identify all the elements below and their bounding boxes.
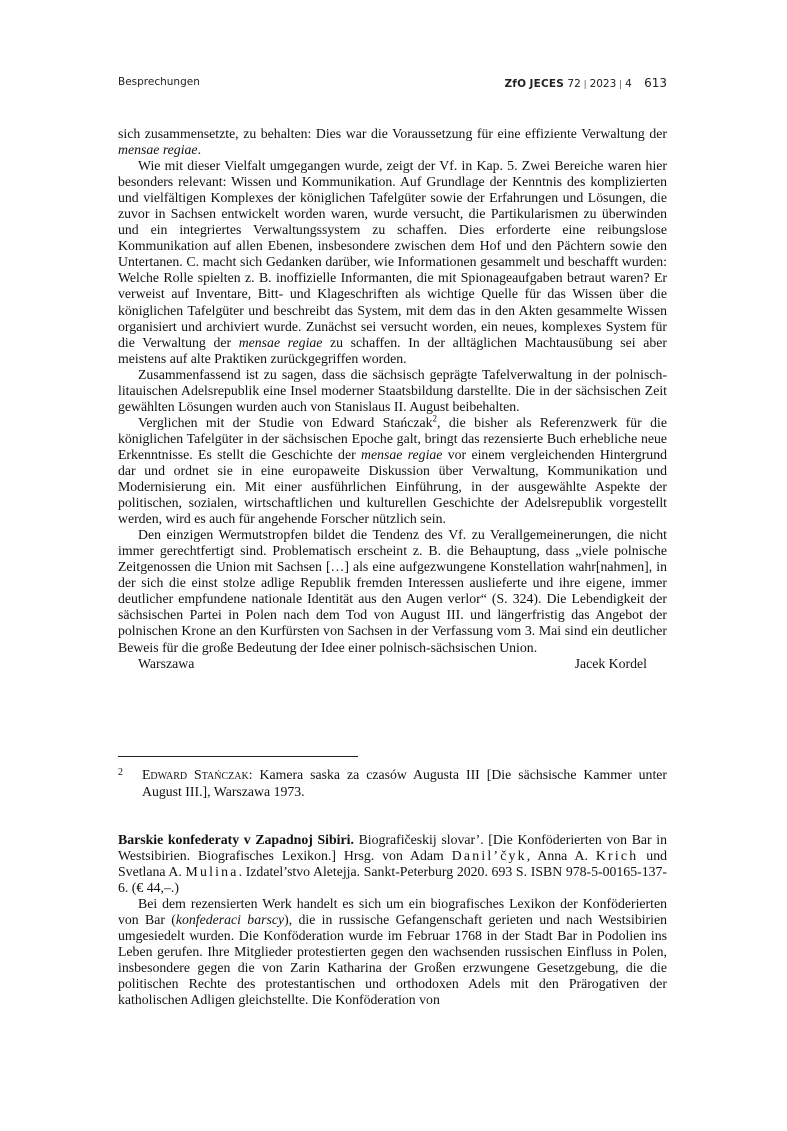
book-title: Barskie konfederaty v Zapadnoj Sibiri. bbox=[118, 832, 354, 847]
year: 2023 bbox=[589, 78, 617, 90]
separator-icon: | bbox=[616, 80, 626, 90]
journal-sub: JECES bbox=[529, 78, 565, 90]
journal-info bbox=[504, 76, 667, 90]
journal-abbrev: ZfO bbox=[504, 78, 527, 90]
volume: 72 bbox=[567, 78, 581, 90]
paragraph: Wie mit dieser Vielfalt umgegangen wurde, zeigt der Vf. in Kap. 5. Zwei Bereiche waren hier besonders relevant: Wissen und Kommunikation. Auf Grundlage der Kenntnis des komplizierten und vielfältigen Komplexes der königlichen Tafelgüter sowie der Erfahrungen und Lösungen, die zuvor in Sachsen entwickelt worden waren, wurde versucht, die Partikularismen zu überwinden und ein integriertes Verwaltungssystem zu schaffen. Dies erforderte eine reibungslose Kommunikation auf allen Ebenen, insbesondere zwischen dem Hof und den Pächtern sowie den Untertanen. C. macht sich Gedanken darüber, wie Informationen gesammelt und beschafft wurden: Welche Rolle spielten z. B. inoffizielle Informanten, die mit Spionageaufgaben betraut waren? Er verweist auf Inventare, Bitt- und Klageschriften als wichtige Quelle für das Wissen über die königlichen Tafelgüter und beschreibt das System, mit dem das in den Akten gesammelte Wissen organisiert und archiviert wurde. Zunächst sei versucht worden, ein neues, komplexes System für die Verwaltung der mensae regiae zu schaffen. In der alltäglichen Machtausübung sei aber meistens auf alte Praktiken zurückgegriffen worden. bbox=[118, 158, 667, 366]
separator-icon: | bbox=[580, 80, 590, 90]
footnote-divider bbox=[118, 756, 358, 757]
editor-name: Krich bbox=[595, 848, 639, 864]
paragraph: Bei dem rezensierten Werk handelt es sich um ein biografisches Lexikon der Konföderierten von Bar (konfederaci barscy), die in russische Gefangenschaft gerieten und nach Westsibirien umgesiedelt wurden. Die Konföderation wurde im Februar 1768 in der Stadt Bar in Podolien ins Leben gerufen. Ihre Mitglieder protestierten gegen den wachsenden russischen Einfluss in Polen, insbesondere gegen die von Zarin Katharina der Großen erzwungene Gesetzgebung, die die politischen Rechte des protestantischen und orthodoxen Adels mit den Prärogativen der katholischen Adligen gleichstellte. Die Konföderation von bbox=[118, 896, 668, 1008]
paragraph: Zusammenfassend ist zu sagen, dass die sächsisch geprägte Tafelverwaltung in der polnisch-litauischen Adelsrepublik eine Insel moderner Staatsbildung darstellte. Die in der sächsischen Zeit gewählten Lösungen wurden auch von Stanislaus II. August beibehalten. bbox=[118, 366, 667, 414]
footnote-ref[interactable]: 2 bbox=[432, 413, 438, 424]
paragraph: Verglichen mit der Studie von Edward Stańczak$^2$, die bisher als Referenzwerk für die königlichen Tafelgüter in der sächsischen Epoche galt, bringt das rezensierte Buch erhebliche neue Erkenntnisse. Es stellt die Geschichte der mensae regiae vor einem vergleichenden Hintergrund dar und ordnet sie in eine europaweite Diskussion über Verwaltung, Kommunikation und Modernisierung ein. Mit einer ausführlichen Einführung, in der ausgewählte Aspekte der politischen, sozialen, wirtschaftlichen und kulturellen Geschichte der Adelsrepublik vorgestellt werden, wird es auch für angehende Forscher nützlich sein. bbox=[118, 413, 668, 527]
editor-name: Danil’čyk bbox=[451, 848, 527, 864]
review-2-body bbox=[118, 832, 667, 1009]
signature-line bbox=[118, 656, 667, 672]
review-1-body bbox=[118, 126, 667, 672]
footnote: 2 Edward Stańczak: Kamera saska za czasów Augusta III [Die sächsische Kammer unter August III.], Warszawa 1973. bbox=[118, 766, 667, 800]
running-header bbox=[118, 76, 667, 94]
editor-name: Mulina bbox=[185, 864, 239, 880]
bibliographic-entry: Barskie konfederaty v Zapadnoj Sibiri. Biografičeskij slovar’. [Die Konföderierten von Bar in Westsibirien. Biografisches Lexikon.] Hrsg. von Adam Danil’čyk, Anna A. Krich und Svetlana A. Mulina. Izdatel’stvo Aletejja. Sankt-Peterburg 2020. 693 S. ISBN 978-5-00165-137-6. (€ 44,–.) bbox=[118, 832, 668, 896]
reviewer-name: Jacek Kordel bbox=[574, 655, 647, 671]
place: Warszawa bbox=[138, 655, 195, 671]
paragraph: Den einzigen Wermutstropfen bildet die Tendenz des Vf. zu Verallgemeinerungen, die nicht immer gerechtfertigt sind. Problematisch erscheint z. B. die Behauptung, dass „viele polnische Zeitgenossen die Union mit Sachsen […] als eine aufgezwungene Konstellation wahr[nahmen], in der sich die einst stolze adlige Republik fremden Interessen auslieferte und ihre eigene, immer deutlicher empfundene nationale Identität aus den Augen verlor“ (S. 324). Die Lebendigkeit der sächsischen Partei in Polen nach dem Tod von August III. und längerfristig das Angebot der polnischen Krone an den Kurfürsten von Sachsen in der Verfassung vom 3. Mai sind ein deutlicher Beweis für die große Bedeutung der Idee einer polnisch-sächsischen Union. bbox=[118, 527, 667, 655]
section-title: Besprechungen bbox=[118, 76, 200, 88]
footnote-author: Edward Stańczak bbox=[142, 767, 249, 782]
footnote-number: 2 bbox=[118, 767, 123, 778]
paragraph: sich zusammensetzte, zu behalten: Dies war die Voraussetzung für eine effiziente Verwaltung der mensae regiae. bbox=[118, 126, 667, 158]
issue: 4 bbox=[625, 78, 632, 90]
page-number: 613 bbox=[644, 76, 667, 90]
